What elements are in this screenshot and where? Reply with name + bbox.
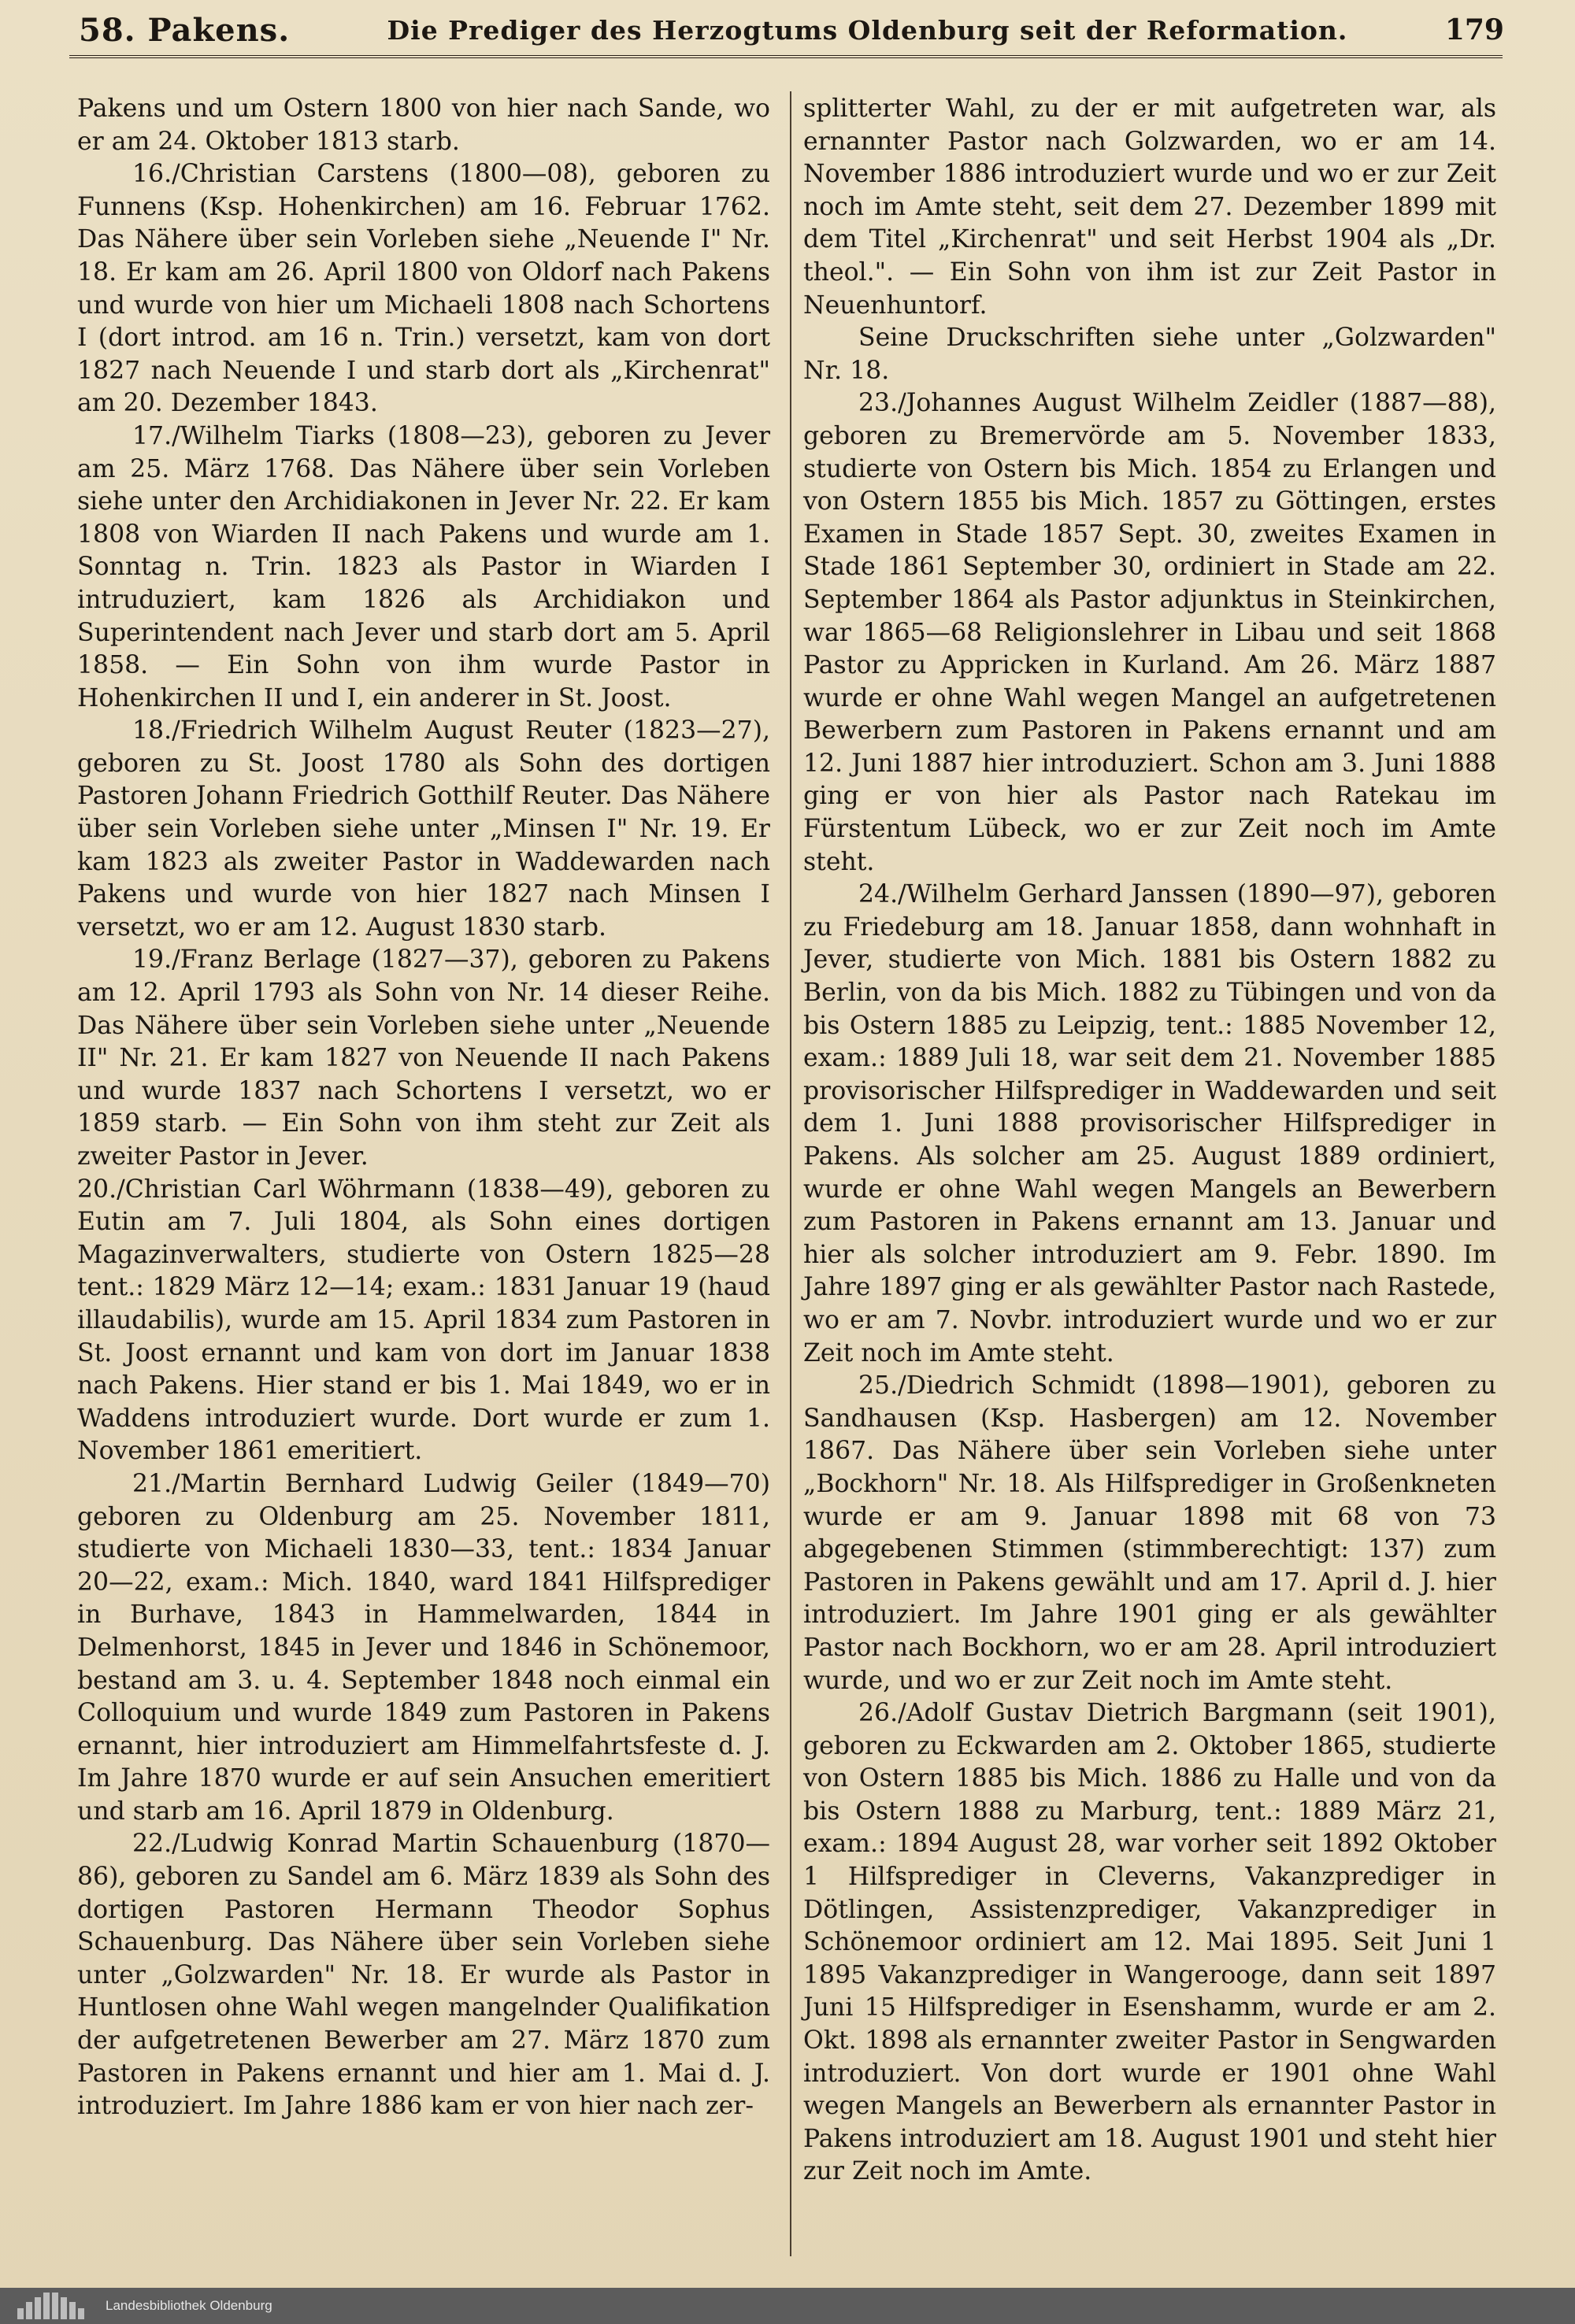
paragraph: 22./Ludwig Konrad Martin Schauenburg (1870—86), geboren zu Sandel am 6. März 1839 als Sohn des dortigen Pastoren Hermann Theodor Sophus Schauenburg. Das Nähere über sein Vorleben siehe unter „Golzwarden" Nr. 18. Er wurde als Pastor in Huntlosen ohne Wahl wegen mangelnder Qualifikation der aufgetretenen Bewerber am 27. März 1870 zum Pastoren in Pakens ernannt und hier am 1. Mai d. J. introduziert. Im Jahre 1886 kam er von hier nach zer- xyxy=(77,1830,770,2121)
library-name: Landesbibliothek Oldenburg xyxy=(106,2298,272,2313)
page-number: 179 xyxy=(1444,13,1504,46)
paragraph: 19./Franz Berlage (1827—37), geboren zu Pakens am 12. April 1793 als Sohn von Nr. 14 dieser Reihe. Das Nähere über sein Vorleben siehe unter „Neuende II" Nr. 21. Er kam 1827 von Neuende II nach Pakens und wurde 1837 nach Schortens I versetzt, wo er 1859 starb. — Ein Sohn von ihm steht zur Zeit als zweiter Pastor in Jever. xyxy=(77,946,770,1171)
paragraph: 21./Martin Bernhard Ludwig Geiler (1849—70) geboren zu Oldenburg am 25. November 1811, studierte von Michaeli 1830—33, tent.: 1834 Januar 20—22, exam.: Mich. 1840, ward 1841 Hilfsprediger in Burhave, 1843 in Hammelwarden, 1844 in Delmenhorst, 1845 in Jever und 1846 in Schönemoor, bestand am 3. u. 4. September 1848 noch einmal ein Colloquium und wurde 1849 zum Pastoren in Pakens ernannt, hier introduziert am Himmelfahrtsfeste d. J. Im Jahre 1870 wurde er auf sein Ansuchen emeritiert und starb am 16. April 1879 in Oldenburg. xyxy=(77,1469,770,1826)
section-title: 58. Pakens. xyxy=(79,11,291,49)
library-logo-icon xyxy=(17,2293,94,2319)
paragraph: splitterter Wahl, zu der er mit aufgetreten war, als ernannter Pastor nach Golzwarden, wo er am 14. November 1886 introduziert wurde und wo er zur Zeit noch im Amte steht, seit dem 27. Dezember 1899 mit dem Titel „Kirchenrat" und seit Herbst 1904 als „Dr. theol.". — Ein Sohn von ihm ist zur Zeit Pastor in Neuenhuntorf. xyxy=(803,94,1496,320)
column-divider xyxy=(790,91,791,2256)
running-title: Die Prediger des Herzogtums Oldenburg seit der Reformation. xyxy=(387,14,1348,46)
header-rule xyxy=(69,55,1503,58)
paragraph: Pakens und um Ostern 1800 von hier nach Sande, wo er am 24. Oktober 1813 starb. xyxy=(77,94,770,156)
paragraph: 20./Christian Carl Wöhrmann (1838—49), geboren zu Eutin am 7. Juli 1804, als Sohn eines dortigen Magazinverwalters, studierte von Ostern 1825—28 tent.: 1829 März 12—14; exam.: 1831 Januar 19 (haud illaudabilis), wurde am 15. April 1834 zum Pastoren in St. Joost ernannt und kam von dort im Januar 1838 nach Pakens. Hier stand er bis 1. Mai 1849, wo er in Waddens introduziert wurde. Dort wurde er zum 1. November 1861 emeritiert. xyxy=(77,1175,770,1466)
paragraph: 25./Diedrich Schmidt (1898—1901), geboren zu Sandhausen (Ksp. Hasbergen) am 12. November 1867. Das Nähere über sein Vorleben siehe unter „Bockhorn" Nr. 18. Als Hilfsprediger in Großenkneten wurde er am 9. Januar 1898 mit 68 von 73 abgegebenen Stimmen (stimmberechtigt: 137) zum Pastoren in Pakens gewählt und am 17. April d. J. hier introduziert. Im Jahre 1901 ging er als gewählter Pastor nach Bockhorn, wo er am 28. April introduziert wurde, und wo er zur Zeit noch im Amte steht. xyxy=(803,1371,1496,1695)
paragraph: 16./Christian Carstens (1800—08), geboren zu Funnens (Ksp. Hohenkirchen) am 16. Februar 1762. Das Nähere über sein Vorleben siehe „Neuende I" Nr. 18. Er kam am 26. April 1800 von Oldorf nach Pakens und wurde von hier um Michaeli 1808 nach Schortens I (dort introd. am 16 n. Trin.) versetzt, kam von dort 1827 nach Neuende I und starb dort als „Kirchenrat" am 20. Dezember 1843. xyxy=(77,160,770,418)
paragraph: Seine Druckschriften siehe unter „Golzwarden" Nr. 18. xyxy=(803,324,1496,385)
paragraph: 18./Friedrich Wilhelm August Reuter (1823—27), geboren zu St. Joost 1780 als Sohn des dortigen Pastoren Johann Friedrich Gotthilf Reuter. Das Nähere über sein Vorleben siehe unter „Minsen I" Nr. 19. Er kam 1823 als zweiter Pastor in Waddewarden nach Pakens und wurde von hier 1827 nach Minsen I versetzt, wo er am 12. August 1830 starb. xyxy=(77,716,770,942)
paragraph: 23./Johannes August Wilhelm Zeidler (1887—88), geboren zu Bremervörde am 5. November 1833, studierte von Ostern bis Mich. 1854 zu Erlangen und von Ostern 1855 bis Mich. 1857 zu Göttingen, erstes Examen in Stade 1857 Sept. 30, zweites Examen in Stade 1861 September 30, ordiniert in Stade am 22. September 1864 als Pastor adjunktus in Steinkirchen, war 1865—68 Religionslehrer in Libau und seit 1868 Pastor zu Appricken in Kurland. Am 26. März 1887 wurde er ohne Wahl wegen Mangel an aufgetretenen Bewerbern zum Pastoren in Pakens ernannt und am 12. Juni 1887 hier introduziert. Schon am 3. Juni 1888 ging er von hier als Pastor nach Ratekau im Fürstentum Lübeck, wo er zur Zeit noch im Amte steht. xyxy=(803,389,1496,876)
page-header xyxy=(79,8,1504,52)
paragraph: 17./Wilhelm Tiarks (1808—23), geboren zu Jever am 25. März 1768. Das Nähere über sein Vorleben siehe unter den Archidiakonen in Jever Nr. 22. Er kam 1808 von Wiarden II nach Pakens und wurde am 1. Sonntag n. Trin. 1823 als Pastor in Wiarden I intruduziert, kam 1826 als Archidiakon und Superintendent nach Jever und starb dort am 5. April 1858. — Ein Sohn von ihm wurde Pastor in Hohenkirchen II und I, ein anderer in St. Joost. xyxy=(77,421,770,712)
left-column xyxy=(77,93,770,2123)
paragraph: 26./Adolf Gustav Dietrich Bargmann (seit 1901), geboren zu Eckwarden am 2. Oktober 1865, studierte von Ostern 1885 bis Mich. 1886 zu Halle und von da bis Ostern 1888 zu Marburg, tent.: 1889 März 21, exam.: 1894 August 28, war vorher seit 1892 Oktober 1 Hilfsprediger in Cleverns, Vakanzprediger in Dötlingen, Assistenzprediger, Vakanzprediger in Schönemoor ordiniert am 12. Mai 1895. Seit Juni 1 1895 Vakanzprediger in Wangerooge, dann seit 1897 Juni 15 Hilfsprediger in Esenshamm, wurde er am 2. Okt. 1898 als ernannter zweiter Pastor in Sengwarden introduziert. Von dort wurde er 1901 ohne Wahl wegen Mangels an Bewerbern als ernannter Pastor in Pakens introduziert am 18. August 1901 und steht hier zur Zeit noch im Amte. xyxy=(803,1699,1496,2186)
right-column xyxy=(803,93,1496,2189)
library-footer xyxy=(0,2288,1575,2324)
paragraph: 24./Wilhelm Gerhard Janssen (1890—97), geboren zu Friedeburg am 18. Januar 1858, dann wohnhaft in Jever, studierte von Mich. 1881 bis Ostern 1882 zu Berlin, von da bis Mich. 1882 zu Tübingen und von da bis Ostern 1885 zu Leipzig, tent.: 1885 November 12, exam.: 1889 Juli 18, war seit dem 21. November 1885 provisorischer Hilfsprediger in Waddewarden und seit dem 1. Juni 1888 provisorischer Hilfsprediger in Pakens. Als solcher am 25. August 1889 ordiniert, wurde er ohne Wahl wegen Mangels an Bewerbern zum Pastoren in Pakens ernannt am 13. Januar und hier als solcher introduziert am 9. Febr. 1890. Im Jahre 1897 ging er als gewählter Pastor nach Rastede, wo er am 7. Novbr. introduziert wurde und wo er zur Zeit noch im Amte steht. xyxy=(803,880,1496,1367)
